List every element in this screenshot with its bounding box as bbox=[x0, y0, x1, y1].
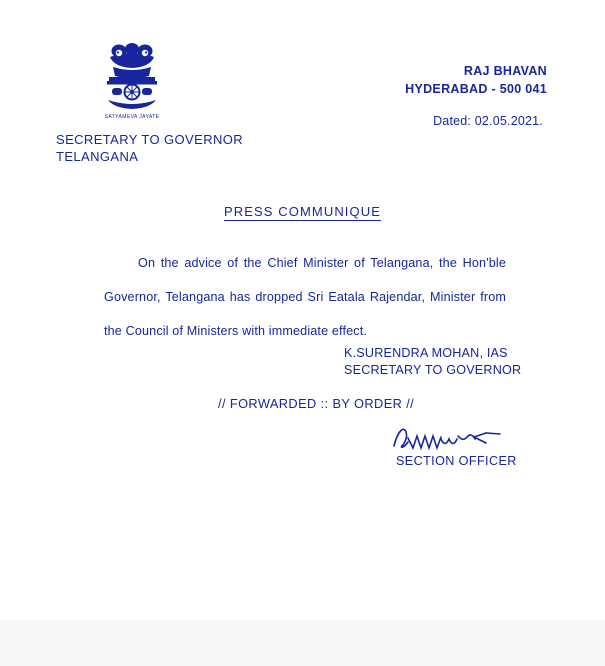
forwarded-note: // FORWARDED :: BY ORDER // bbox=[218, 396, 415, 411]
signatory-title: SECRETARY TO GOVERNOR bbox=[344, 363, 522, 377]
page-bottom-margin bbox=[0, 620, 605, 666]
document-title bbox=[0, 204, 605, 219]
signoff-block bbox=[344, 345, 521, 379]
address-block bbox=[405, 62, 547, 98]
handwritten-signature-icon bbox=[388, 424, 510, 452]
issuer-designation-line-2: TELANGANA bbox=[56, 149, 139, 164]
issuer-designation bbox=[56, 131, 243, 165]
address-line-2: HYDERABAD - 500 041 bbox=[405, 82, 547, 96]
body-paragraph: On the advice of the Chief Minister of Telangana, the Hon'ble Governor, Telangana has dropped Sri Eatala Rajendar, Minister from the Council of Ministers with immediate effect. bbox=[104, 256, 506, 338]
issuer-designation-line-1: SECRETARY TO GOVERNOR bbox=[56, 132, 244, 147]
signatory-name: K.SURENDRA MOHAN, IAS bbox=[344, 346, 508, 360]
section-officer-label: SECTION OFFICER bbox=[396, 454, 517, 468]
dated-line: Dated: 02.05.2021. bbox=[433, 114, 543, 128]
svg-text:SATYAMEVA JAYATE: SATYAMEVA JAYATE bbox=[104, 114, 160, 120]
india-state-emblem-icon bbox=[100, 36, 164, 122]
address-line-1: RAJ BHAVAN bbox=[463, 64, 547, 78]
document-title-text: PRESS COMMUNIQUE bbox=[223, 204, 381, 219]
